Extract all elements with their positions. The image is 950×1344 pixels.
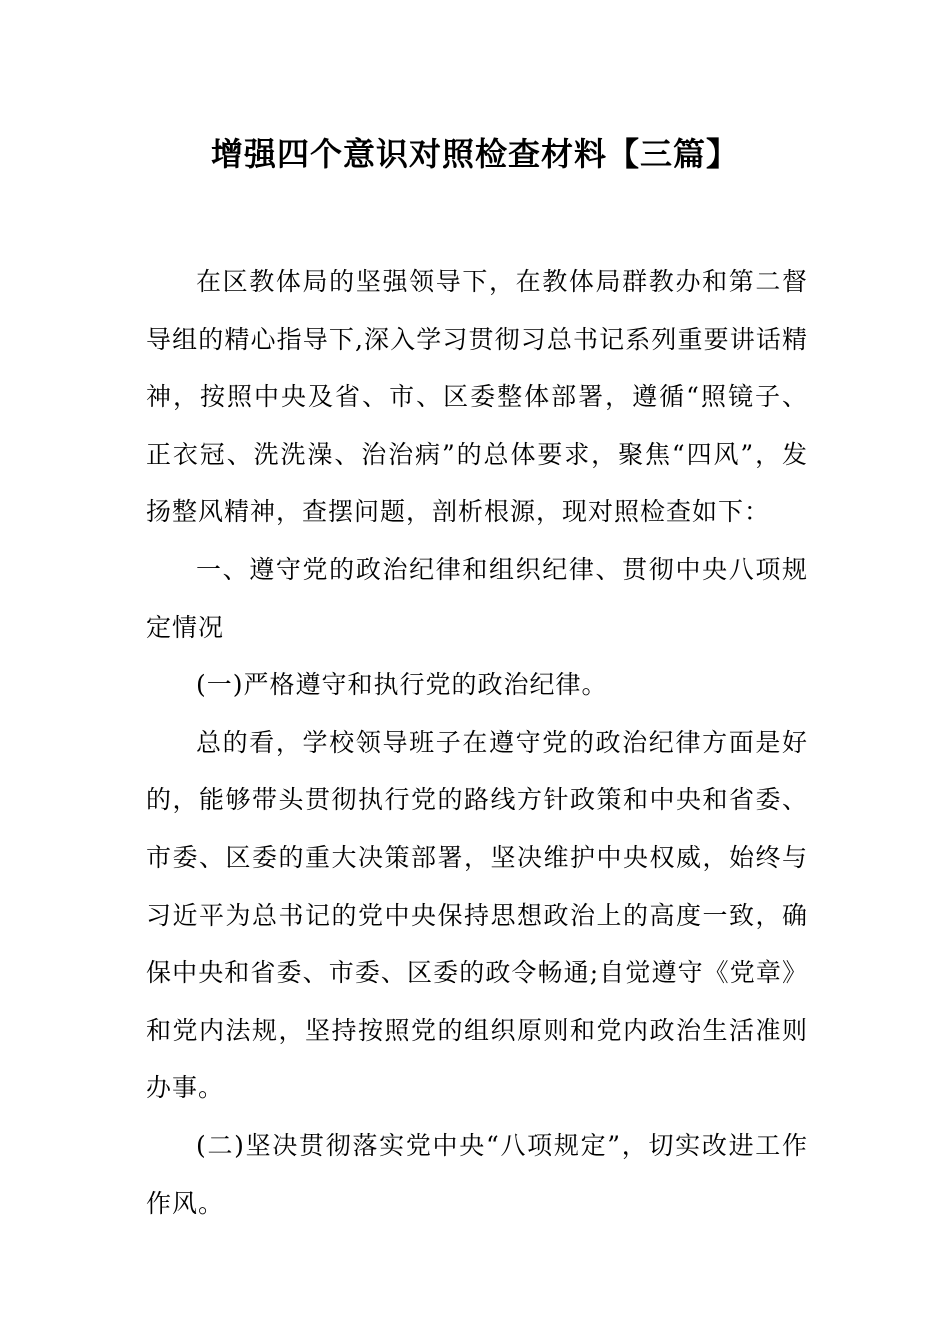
document-title: 增强四个意识对照检查材料【三篇】 [210,135,739,173]
document-body [146,253,808,1232]
paragraph-political-discipline: 总的看，学校领导班子在遵守党的政治纪律方面是好的，能够带头贯彻执行党的路线方针政策和中央和省委、市委、区委的重大决策部署，坚决维护中央权威，始终与习近平为总书记的党中央保持思想政治上的高度一致，确保中央和省委、市委、区委的政令畅通;自觉遵守《党章》和党内法规，坚持按照党的组织原则和党内政治生活准则办事。 [146,727,808,1103]
paragraph-section-heading: 一、遵守党的政治纪律和组织纪律、贯彻中央八项规定情况 [146,554,808,642]
paragraph-subsection-2: (二)坚决贯彻落实党中央“八项规定”，切实改进工作作风。 [146,1130,808,1218]
paragraph-intro: 在区教体局的坚强领导下，在教体局群教办和第二督导组的精心指导下,深入学习贯彻习总书记系列重要讲话精神，按照中央及省、市、区委整体部署，遵循“照镜子、正衣冠、洗洗澡、治治病”的总体要求，聚焦“四风”，发扬整风精神，查摆问题，剖析根源，现对照检查如下： [146,267,808,527]
paragraph-subsection-1: (一)严格遵守和执行党的政治纪律。 [196,670,608,700]
